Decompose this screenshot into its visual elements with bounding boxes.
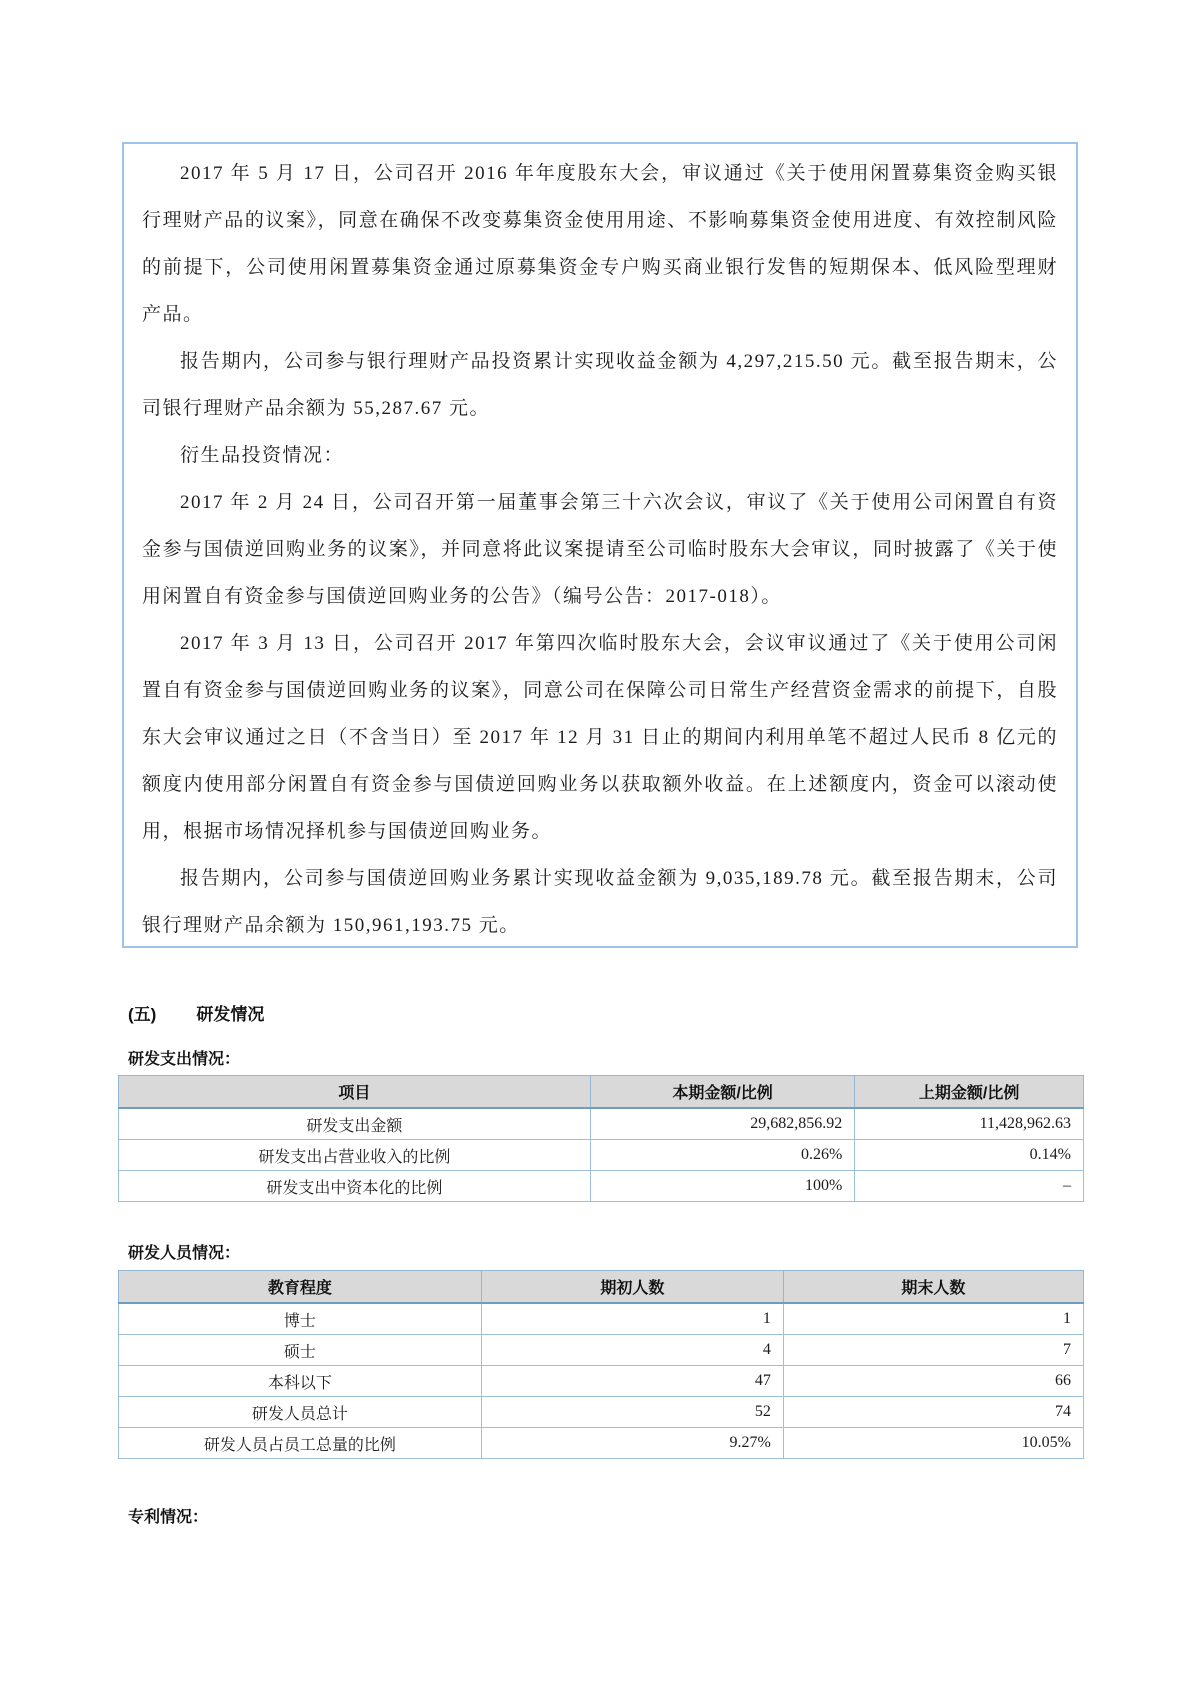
cell-current: 100%: [590, 1171, 854, 1202]
cell-end-count: 66: [783, 1366, 1083, 1397]
section-number: (五): [128, 1005, 157, 1024]
cell-education: 研发人员占员工总量的比例: [119, 1428, 482, 1459]
col-header-end-count: 期末人数: [783, 1271, 1083, 1304]
paragraph-shareholder-meeting-2017-05-17: 2017 年 5 月 17 日，公司召开 2016 年年度股东大会，审议通过《关于使用闲置募集资金购买银行理财产品的议案》，同意在确保不改变募集资金使用用途、不影响募集资金使用进度、有效控制风险的前提下，公司使用闲置募集资金通过原募集资金专户购买商业银行发售的短期保本、低风险型理财产品。: [142, 163, 1058, 325]
cell-start-count: 1: [481, 1303, 783, 1335]
cell-item: 研发支出金额: [119, 1108, 591, 1140]
table-row: [119, 1366, 1084, 1397]
rd-expenditure-label: 研发支出情况：: [128, 1051, 241, 1068]
cell-education: 本科以下: [119, 1366, 482, 1397]
section-title: 研发情况: [196, 1005, 265, 1024]
rd-personnel-table: [118, 1270, 1084, 1459]
table-header-row: [119, 1076, 1084, 1109]
paragraph-wealth-product-income: 报告期内，公司参与银行理财产品投资累计实现收益金额为 4,297,215.50 元。截至报告期末，公司银行理财产品余额为 55,287.67 元。: [142, 351, 1058, 419]
cell-end-count: 7: [783, 1335, 1083, 1366]
col-header-education: 教育程度: [119, 1271, 482, 1304]
patents-label: 专利情况：: [128, 1509, 209, 1526]
cell-start-count: 52: [481, 1397, 783, 1428]
cell-education: 研发人员总计: [119, 1397, 482, 1428]
col-header-item: 项目: [119, 1076, 591, 1109]
table-row: [119, 1428, 1084, 1459]
paragraph-repo-income: 报告期内，公司参与国债逆回购业务累计实现收益金额为 9,035,189.78 元。截至报告期末，公司银行理财产品余额为 150,961,193.75 元。: [142, 868, 1058, 936]
paragraph-derivatives-label: 衍生品投资情况：: [180, 445, 345, 466]
table-row: [119, 1303, 1084, 1335]
col-header-start-count: 期初人数: [481, 1271, 783, 1304]
section-heading-rd: [128, 1000, 264, 1025]
table-row: [119, 1335, 1084, 1366]
cell-end-count: 74: [783, 1397, 1083, 1428]
cell-prior: 0.14%: [855, 1140, 1084, 1171]
cell-start-count: 4: [481, 1335, 783, 1366]
table-row: [119, 1171, 1084, 1202]
cell-start-count: 47: [481, 1366, 783, 1397]
cell-start-count: 9.27%: [481, 1428, 783, 1459]
paragraph-shareholder-meeting-2017-03-13: 2017 年 3 月 13 日，公司召开 2017 年第四次临时股东大会，会议审议通过了《关于使用公司闲置自有资金参与国债逆回购业务的议案》，同意公司在保障公司日常生产经营资金需求的前提下，自股东大会审议通过之日（不含当日）至 2017 年 12 月 31 日止的期间内利用单笔不超过人民币 8 亿元的额度内使用部分闲置自有资金参与国债逆回购业务以获取额外收益。在上述额度内，资金可以滚动使用，根据市场情况择机参与国债逆回购业务。: [142, 633, 1058, 842]
col-header-prior-period: 上期金额/比例: [855, 1076, 1084, 1109]
cell-item: 研发支出中资本化的比例: [119, 1171, 591, 1202]
table-row: [119, 1140, 1084, 1171]
table-row: [119, 1108, 1084, 1140]
rd-expenditure-table: [118, 1075, 1084, 1202]
cell-end-count: 10.05%: [783, 1428, 1083, 1459]
investment-disclosure-box: [122, 142, 1078, 948]
rd-personnel-label: 研发人员情况：: [128, 1245, 241, 1262]
cell-end-count: 1: [783, 1303, 1083, 1335]
cell-current: 0.26%: [590, 1140, 854, 1171]
cell-prior: 11,428,962.63: [855, 1108, 1084, 1140]
table-row: [119, 1397, 1084, 1428]
paragraph-board-meeting-2017-02-24: 2017 年 2 月 24 日，公司召开第一届董事会第三十六次会议，审议了《关于使用公司闲置自有资金参与国债逆回购业务的议案》，并同意将此议案提请至公司临时股东大会审议，同时披露了《关于使用闲置自有资金参与国债逆回购业务的公告》（编号公告：2017-018）。: [142, 492, 1058, 607]
cell-education: 博士: [119, 1303, 482, 1335]
cell-item: 研发支出占营业收入的比例: [119, 1140, 591, 1171]
col-header-current-period: 本期金额/比例: [590, 1076, 854, 1109]
cell-education: 硕士: [119, 1335, 482, 1366]
cell-current: 29,682,856.92: [590, 1108, 854, 1140]
cell-prior: –: [855, 1171, 1084, 1202]
table-header-row: [119, 1271, 1084, 1304]
